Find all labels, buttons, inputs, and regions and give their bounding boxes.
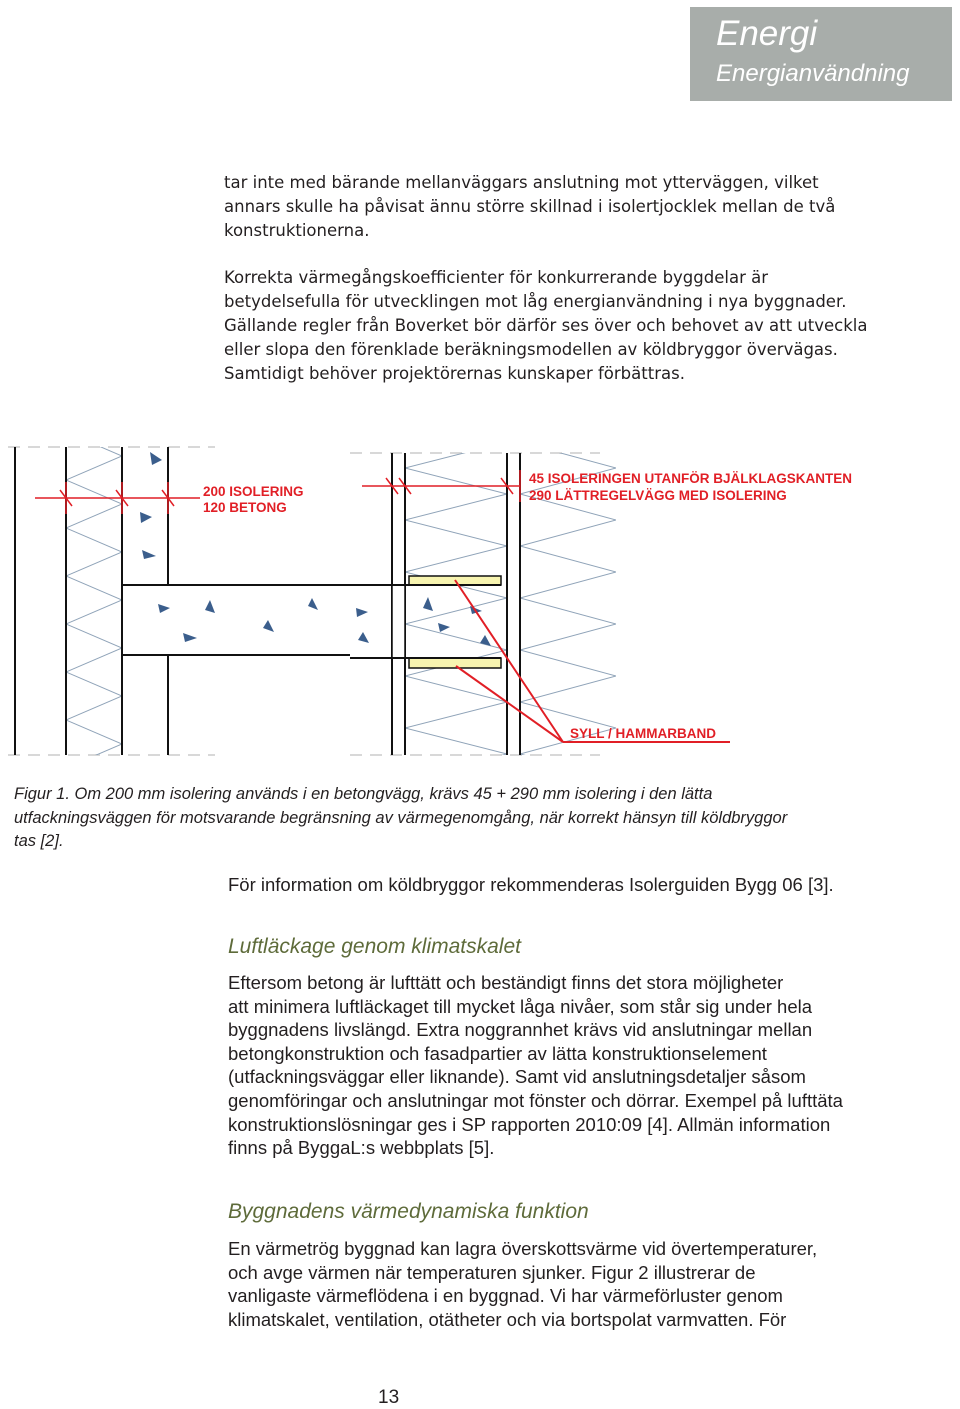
right-detail — [350, 453, 852, 755]
caption-line: utfackningsväggen för motsvarande begränsning av värmegenomgång, när korrekt hänsyn till köldbryggor — [14, 808, 788, 827]
page-number: 13 — [378, 1387, 400, 1408]
header-title: Energi — [716, 14, 818, 53]
section-heading: Luftläckage genom klimatskalet — [228, 935, 521, 958]
section-line: Eftersom betong är lufttätt och beständigt finns det stora möjligheter — [228, 972, 784, 993]
reference-note — [228, 873, 834, 897]
paragraph-2 — [224, 266, 867, 386]
slab-edge-insulation — [392, 585, 405, 658]
section-line: klimatskalet, ventilation, otätheter och via bortspolat varmvatten. För — [228, 1308, 787, 1330]
sill-plate-bottom — [409, 658, 501, 668]
concrete-aggregate — [140, 452, 318, 642]
header-box — [690, 7, 952, 101]
paragraph-line: betydelsefulla för utvecklingen mot låg energianvändning i nya byggnader. — [224, 292, 847, 311]
right-label-stud-wall: 290 LÄTTREGELVÄGG MED ISOLERING — [529, 488, 787, 503]
section-line: att minimera luftläckaget till mycket låga nivåer, som står sig under hela — [228, 995, 813, 1017]
caption-line: tas [2]. — [14, 832, 64, 850]
right-label-outer-insulation: 45 ISOLERINGEN UTANFÖR BJÄLKLAGSKANTEN — [529, 471, 853, 486]
caption-line: Figur 1. Om 200 mm isolering används i en betongvägg, krävs 45 + 290 mm isolering i den lätta — [14, 785, 713, 803]
paragraph-line: tar inte med bärande mellanväggars anslutning mot ytterväggen, vilket — [224, 173, 819, 192]
insulation-layer — [66, 447, 122, 755]
callout-label: SYLL / HAMMARBAND — [570, 726, 716, 741]
header-subtitle: Energianvändning — [716, 60, 910, 87]
reference-line: För information om köldbryggor rekommenderas Isolerguiden Bygg 06 [3]. — [228, 874, 834, 895]
construction-detail-figure — [0, 438, 960, 768]
left-label-insulation: 200 ISOLERING — [203, 484, 304, 499]
section-line: (utfackningsväggar eller liknande). Samt vid anslutningsdetaljer såsom — [228, 1066, 806, 1088]
paragraph-line: Korrekta värmegångskoefficienter för konkurrerande byggdelar är — [224, 268, 769, 287]
figure-caption — [14, 783, 787, 854]
section-line: och avge värmen när temperaturen sjunker. Figur 2 illustrerar de — [228, 1261, 756, 1283]
paragraph-line: konstruktionerna. — [224, 221, 370, 240]
section-line: genomföringar och anslutningar mot fönster och dörrar. Exempel på lufttäta — [228, 1089, 843, 1111]
section-line: vanligaste värmeflödena i en byggnad. Vi har värmeförluster genom — [228, 1285, 783, 1307]
section-line: En värmetrög byggnad kan lagra överskottsvärme vid övertemperaturer, — [228, 1238, 818, 1259]
paragraph-line: eller slopa den förenklade beräkningsmodellen av köldbryggor övervägas. — [224, 340, 838, 359]
section-heading: Byggnadens värmedynamiska funktion — [228, 1200, 589, 1223]
left-label-concrete: 120 BETONG — [203, 500, 287, 515]
insulation-layer — [405, 453, 507, 755]
section-body — [228, 971, 843, 1160]
section-line: konstruktionslösningar ges i SP rapporten 2010:09 [4]. Allmän information — [228, 1113, 831, 1135]
paragraph-line: Gällande regler från Boverket bör därför ses över och behovet av att utveckla — [224, 316, 868, 335]
section-line: finns på ByggaL:s webbplats [5]. — [228, 1137, 495, 1159]
left-detail — [8, 447, 350, 755]
section-line: betongkonstruktion och fasadpartier av lätta konstruktionselement — [228, 1042, 767, 1064]
paragraph-line: annars skulle ha påvisat ännu större skillnad i isolertjocklek mellan de två — [224, 197, 836, 216]
paragraph-line: Samtidigt behöver projektörernas kunskaper förbättras. — [224, 364, 685, 383]
paragraph-1 — [224, 171, 835, 243]
section-body — [228, 1237, 817, 1331]
section-line: byggnadens livslängd. Extra noggrannhet krävs vid anslutningar mellan — [228, 1019, 813, 1041]
